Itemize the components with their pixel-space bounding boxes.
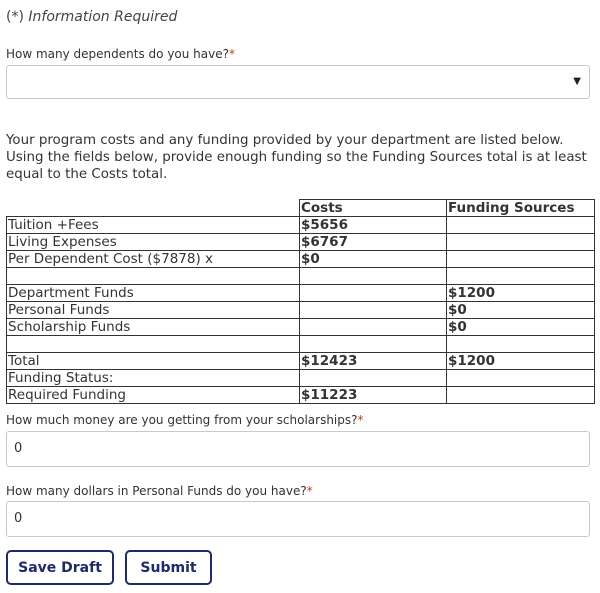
required-asterisk: * (357, 413, 364, 427)
row-label-cell: Total (7, 353, 300, 370)
row-funding-cell (447, 268, 595, 285)
header-funding-sources: Funding Sources (447, 200, 595, 217)
row-funding-cell (447, 387, 595, 404)
table-header-row (7, 200, 595, 217)
row-cost-cell: $11223 (300, 387, 447, 404)
row-funding-cell: $0 (447, 319, 595, 336)
row-funding-cell (447, 370, 595, 387)
caret-down-icon: ▼ (573, 76, 581, 87)
table-row (7, 353, 595, 370)
row-cost-cell (300, 336, 447, 353)
table-row (7, 285, 595, 302)
row-funding-cell (447, 217, 595, 234)
row-funding-cell: $1200 (447, 353, 595, 370)
submit-button[interactable]: Submit (125, 550, 212, 585)
row-label-cell: Personal Funds (7, 302, 300, 319)
row-funding-cell (447, 234, 595, 251)
table-row (7, 302, 595, 319)
info-required-note (6, 9, 177, 25)
table-row (7, 319, 595, 336)
dependents-label: How many dependents do you have?* (6, 47, 235, 61)
dependents-select[interactable] (6, 65, 590, 99)
table-row (7, 336, 595, 353)
row-label-cell: Per Dependent Cost ($7878) x (7, 251, 300, 268)
row-label-cell: Living Expenses (7, 234, 300, 251)
table-row (7, 217, 595, 234)
info-required-text: Information Required (28, 9, 178, 25)
required-asterisk: * (229, 47, 235, 61)
row-funding-cell: $0 (447, 302, 595, 319)
row-label-cell (7, 336, 300, 353)
table-row (7, 251, 595, 268)
row-cost-cell (300, 285, 447, 302)
row-cost-cell (300, 302, 447, 319)
personal-funds-input[interactable]: 0 (6, 501, 590, 537)
scholarships-input[interactable]: 0 (6, 431, 590, 467)
personal-funds-label: How many dollars in Personal Funds do you have?* (6, 484, 313, 498)
table-row (7, 387, 595, 404)
row-label-cell: Scholarship Funds (7, 319, 300, 336)
row-label-cell: Department Funds (7, 285, 300, 302)
row-cost-cell (300, 268, 447, 285)
row-funding-cell: $1200 (447, 285, 595, 302)
table-row (7, 370, 595, 387)
program-costs-intro: Your program costs and any funding provided by your department are listed below. Using the fields below, provide enough funding so the Funding Sources total is at least equal to the Costs total. (6, 133, 587, 182)
row-funding-cell (447, 336, 595, 353)
row-cost-cell: $6767 (300, 234, 447, 251)
header-costs: Costs (300, 200, 447, 217)
table-row (7, 268, 595, 285)
required-asterisk: * (306, 484, 313, 498)
row-funding-cell (447, 251, 595, 268)
row-cost-cell: $12423 (300, 353, 447, 370)
row-cost-cell: $0 (300, 251, 447, 268)
row-cost-cell (300, 370, 447, 387)
scholarships-label: How much money are you getting from your scholarships?* (6, 413, 364, 427)
required-marker: (*) (6, 9, 24, 25)
row-label-cell: Required Funding (7, 387, 300, 404)
header-cell-empty (7, 200, 300, 217)
table-row (7, 234, 595, 251)
save-draft-button[interactable]: Save Draft (6, 550, 114, 585)
row-label-cell: Tuition +Fees (7, 217, 300, 234)
row-cost-cell (300, 319, 447, 336)
costs-table (6, 199, 595, 404)
row-cost-cell: $5656 (300, 217, 447, 234)
row-label-cell (7, 268, 300, 285)
row-label-cell: Funding Status: (7, 370, 300, 387)
